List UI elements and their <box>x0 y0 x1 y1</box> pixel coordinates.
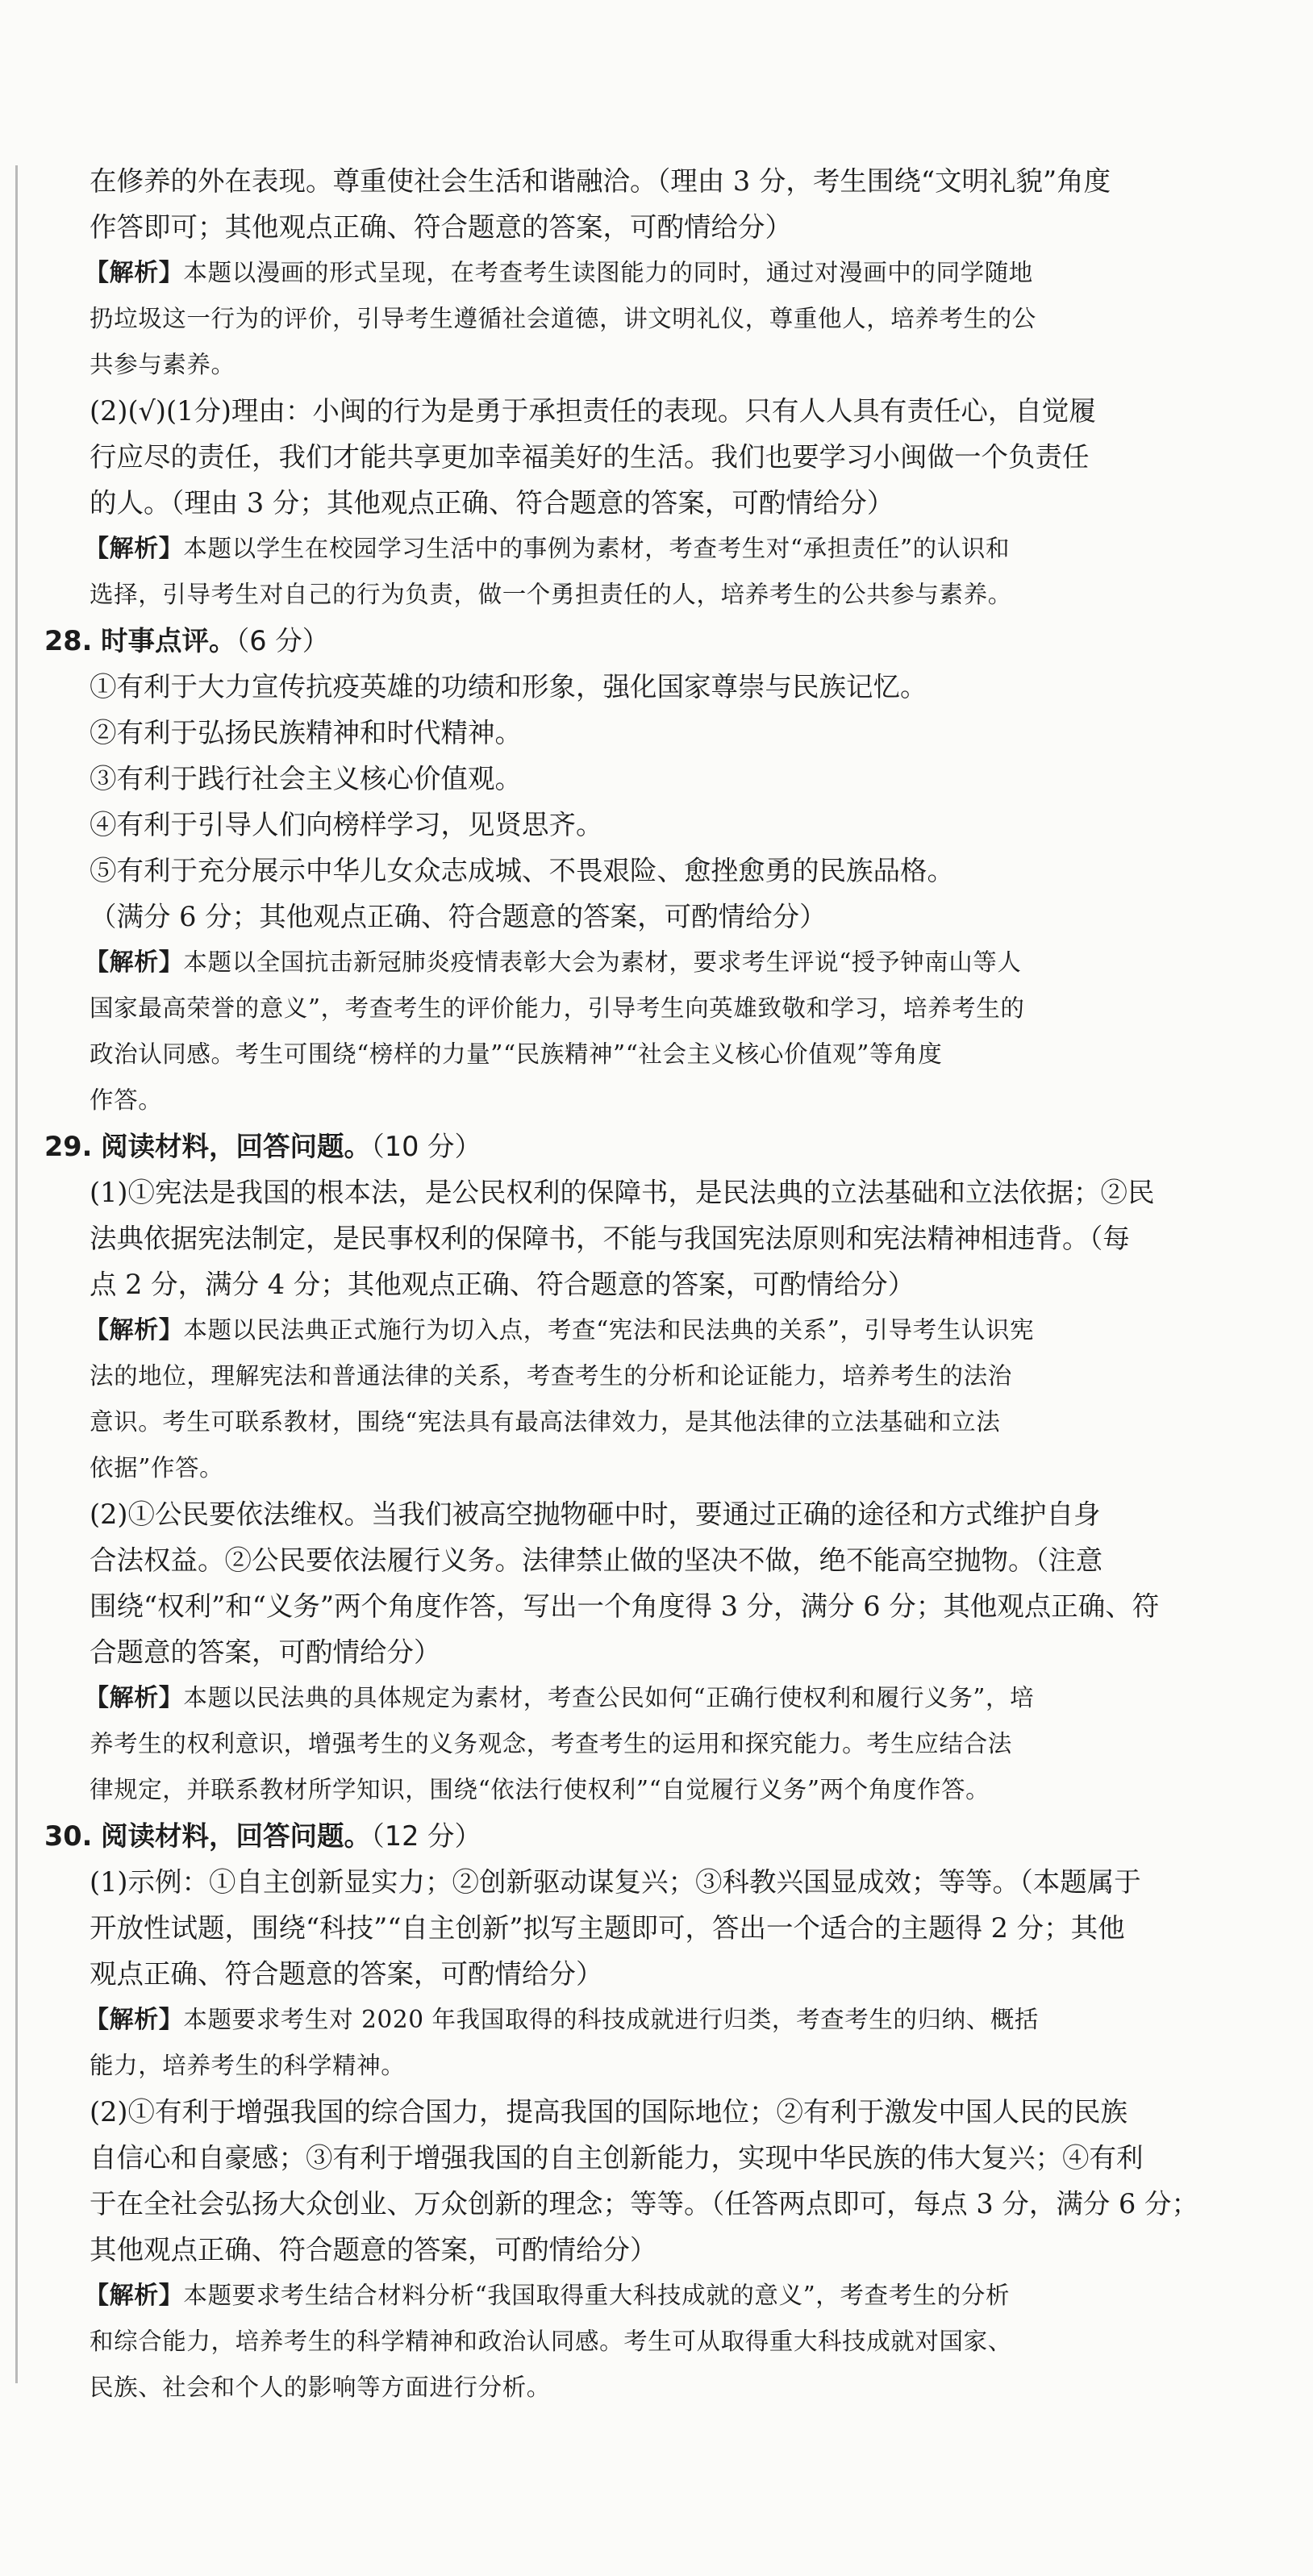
q29-answer1-line: (1)①宪法是我国的根本法，是公民权利的保障书，是民法典的立法基础和立法依据；②民 <box>90 1177 1155 1208</box>
q30-answer1-line: (1)示例：①自主创新显实力；②创新驱动谋复兴；③科教兴国显成效；等等。（本题属于 <box>90 1866 1141 1898</box>
q28-score-note: （满分 6 分；其他观点正确、符合题意的答案，可酌情给分） <box>90 901 827 932</box>
q29-heading <box>44 1123 1173 1169</box>
q27-analysis2-line: 【解析】本题以学生在校园学习生活中的事例为素材，考查考生对“承担责任”的认识和 <box>85 535 1011 563</box>
q29-answer1-line: 点 2 分，满分 4 分；其他观点正确、符合题意的答案，可酌情给分） <box>90 1269 915 1300</box>
q27-answer2-line: 的人。（理由 3 分；其他观点正确、符合题意的答案，可酌情给分） <box>90 487 894 519</box>
q30-answer1-line: 开放性试题，围绕“科技”“自主创新”拟写主题即可，答出一个适合的主题得 2 分；其他 <box>90 1912 1125 1944</box>
q29-answer2-line: (2)①公民要依法维权。当我们被高空抛物砸中时，要通过正确的途径和方式维护自身 <box>90 1498 1101 1530</box>
q29-analysis1-line: 依据”作答。 <box>90 1454 224 1482</box>
q28-analysis-line: 政治认同感。考生可围绕“榜样的力量”“民族精神”“社会主义核心价值观”等角度 <box>90 1040 943 1068</box>
q29-answer2-line: 围绕“权利”和“义务”两个角度作答，写出一个角度得 3 分，满分 6 分；其他观点正确、符 <box>90 1590 1160 1622</box>
q30-analysis1-line: 【解析】本题要求考生对 2020 年我国取得的科技成就进行归类，考查考生的归纳、概括 <box>85 2006 1040 2034</box>
question-number: 28. <box>44 625 93 657</box>
q27-analysis1-line: 共参与素养。 <box>90 351 236 378</box>
q27-analysis2-line: 选择，引导考生对自己的行为负责，做一个勇担责任的人，培养考生的公共参与素养。 <box>90 581 1012 608</box>
q28-answer-item: ④有利于引导人们向榜样学习，见贤思齐。 <box>90 809 603 840</box>
q27-answer2-line: 行应尽的责任，我们才能共享更加幸福美好的生活。我们也要学习小闽做一个负责任 <box>90 441 1090 473</box>
q28-answer-item: ⑤有利于充分展示中华儿女众志成城、不畏艰险、愈挫愈勇的民族品格。 <box>90 855 954 886</box>
q30-answer2-line: 于在全社会弘扬大众创业、万众创新的理念；等等。（任答两点即可，每点 3 分，满分 6 分； <box>90 2188 1198 2220</box>
question-score: （12 分） <box>371 1820 482 1852</box>
analysis-tag: 【解析】 <box>85 1684 184 1712</box>
analysis-tag: 【解析】 <box>85 2282 184 2310</box>
q28-heading <box>44 618 1173 664</box>
q29-analysis1-line: 【解析】本题以民法典正式施行为切入点，考查“宪法和民法典的关系”，引导考生认识宪 <box>85 1316 1035 1344</box>
q29-analysis2-line: 【解析】本题以民法典的具体规定为素材，考查公民如何“正确行使权利和履行义务”，培 <box>85 1684 1035 1712</box>
q30-analysis1-line: 能力，培养考生的科学精神。 <box>90 2052 406 2079</box>
answer-page <box>44 158 1198 2411</box>
q29-analysis2-line: 律规定，并联系教材所学知识，围绕“依法行使权利”“自觉履行义务”两个角度作答。 <box>90 1776 990 1803</box>
q28-analysis-line: 【解析】本题以全国抗击新冠肺炎疫情表彰大会为素材，要求考生评说“授予钟南山等人 <box>85 948 1022 977</box>
question-title: 时事点评。 <box>101 625 236 657</box>
q27-answer1-line: 在修养的外在表现。尊重使社会生活和谐融洽。（理由 3 分，考生围绕“文明礼貌”角度 <box>90 165 1111 197</box>
q30-answer1-line: 观点正确、符合题意的答案，可酌情给分） <box>90 1958 603 1990</box>
q27-answer2-line: (2)(√)(1分)理由：小闽的行为是勇于承担责任的表现。只有人人具有责任心，自觉履 <box>90 395 1096 427</box>
q27-analysis1-line: 扔垃圾这一行为的评价，引导考生遵循社会道德，讲文明礼仪，尊重他人，培养考生的公 <box>90 305 1036 332</box>
question-number: 29. <box>44 1131 93 1162</box>
q29-analysis1-line: 意识。考生可联系教材，围绕“宪法具有最高法律效力，是其他法律的立法基础和立法 <box>90 1408 1001 1436</box>
question-title: 阅读材料，回答问题。 <box>101 1820 372 1852</box>
q30-analysis2-line: 【解析】本题要求考生结合材料分析“我国取得重大科技成就的意义”，考查考生的分析 <box>85 2282 1011 2310</box>
question-score: （10 分） <box>371 1131 482 1162</box>
q27-analysis1-line: 【解析】本题以漫画的形式呈现，在考查考生读图能力的同时，通过对漫画中的同学随地 <box>85 259 1033 287</box>
q29-answer2-line: 合法权益。②公民要依法履行义务。法律禁止做的坚决不做，绝不能高空抛物。（注意 <box>90 1544 1103 1576</box>
q30-answer2-line: (2)①有利于增强我国的综合国力，提高我国的国际地位；②有利于激发中国人民的民族 <box>90 2096 1128 2128</box>
q28-answer-item: ②有利于弘扬民族精神和时代精神。 <box>90 717 522 748</box>
q28-section <box>44 618 1173 1123</box>
q30-answer2-line: 其他观点正确、符合题意的答案，可酌情给分） <box>90 2234 657 2265</box>
q27-section <box>44 158 1173 618</box>
q28-analysis-line: 作答。 <box>90 1086 163 1114</box>
q28-answer-item: ③有利于践行社会主义核心价值观。 <box>90 763 522 794</box>
q29-analysis1-line: 法的地位，理解宪法和普通法律的关系，考查考生的分析和论证能力，培养考生的法治 <box>90 1362 1012 1390</box>
analysis-tag: 【解析】 <box>85 2006 184 2034</box>
q30-analysis2-line: 民族、社会和个人的影响等方面进行分析。 <box>90 2374 551 2401</box>
question-number: 30. <box>44 1820 93 1852</box>
question-title: 阅读材料，回答问题。 <box>101 1131 372 1162</box>
q30-answer2-line: 自信心和自豪感；③有利于增强我国的自主创新能力，实现中华民族的伟大复兴；④有利 <box>90 2142 1144 2174</box>
q28-analysis-line: 国家最高荣誉的意义”，考查考生的评价能力，引导考生向英雄致敬和学习，培养考生的 <box>90 994 1025 1022</box>
q28-answer-item: ①有利于大力宣传抗疫英雄的功绩和形象，强化国家尊崇与民族记忆。 <box>90 671 927 702</box>
analysis-tag: 【解析】 <box>85 259 184 287</box>
q29-answer1-line: 法典依据宪法制定，是民事权利的保障书，不能与我国宪法原则和宪法精神相违背。（每 <box>90 1223 1130 1254</box>
analysis-tag: 【解析】 <box>85 1316 184 1344</box>
q27-answer1-line: 作答即可；其他观点正确、符合题意的答案，可酌情给分） <box>90 211 792 243</box>
q29-answer2-line: 合题意的答案，可酌情给分） <box>90 1636 441 1668</box>
q30-analysis2-line: 和综合能力，培养考生的科学精神和政治认同感。考生可从取得重大科技成就对国家、 <box>90 2328 1012 2355</box>
q30-heading <box>44 1813 1173 1859</box>
margin-rule <box>15 165 18 2383</box>
q29-section <box>44 1123 1173 1813</box>
q29-analysis2-line: 养考生的权利意识，增强考生的义务观念，考查考生的运用和探究能力。考生应结合法 <box>90 1730 1012 1757</box>
analysis-tag: 【解析】 <box>85 948 184 977</box>
question-score: （6 分） <box>236 625 330 657</box>
analysis-tag: 【解析】 <box>85 535 184 563</box>
q30-section <box>44 1813 1198 2411</box>
